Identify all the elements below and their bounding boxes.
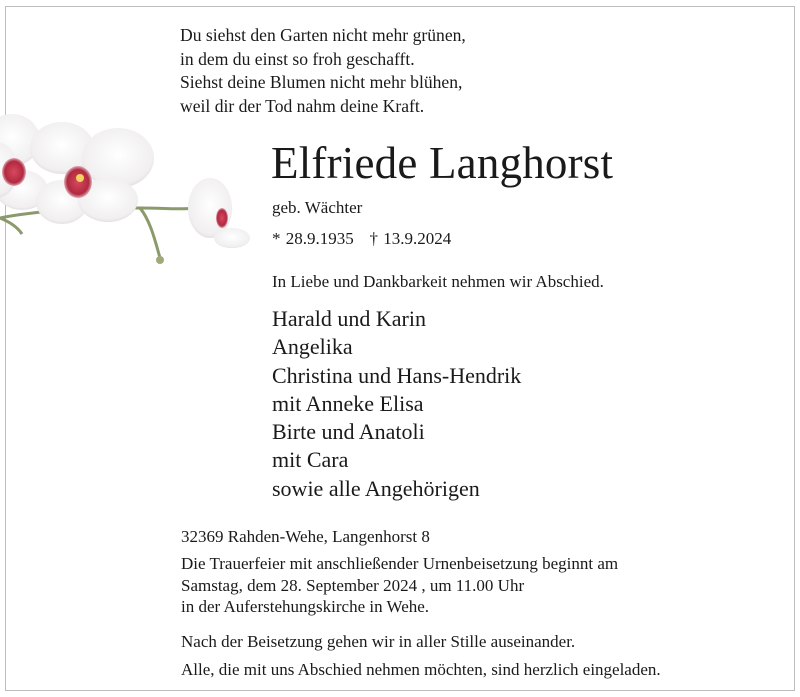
family-member: sowie alle Angehörigen — [272, 475, 480, 501]
family-list — [272, 305, 521, 503]
family-member: Christina und Hans-Hendrik — [272, 362, 522, 388]
poem-line: in dem du einst so froh geschafft. — [180, 48, 415, 69]
service-line: Samstag, dem 28. September 2024 , um 11.00 Uhr — [181, 575, 525, 595]
invitation-note: Alle, die mit uns Abschied nehmen möchten, sind herzlich eingeladen. — [181, 660, 661, 679]
deceased-name: Elfriede Langhorst — [271, 138, 614, 188]
family-member: mit Anneke Elisa — [272, 390, 424, 416]
maiden-name: geb. Wächter — [272, 198, 363, 217]
family-member: Angelika — [272, 334, 353, 360]
life-dates — [272, 228, 451, 250]
poem — [180, 24, 466, 118]
farewell-text: In Liebe und Dankbarkeit nehmen wir Abschied. — [272, 272, 604, 291]
death-date: † 13.9.2024 — [369, 229, 452, 248]
poem-line: Du siehst den Garten nicht mehr grünen, — [180, 25, 466, 45]
service-info — [181, 553, 618, 618]
service-line: Die Trauerfeier mit anschließender Urnenbeisetzung beginnt am — [181, 554, 619, 573]
service-line: in der Auferstehungskirche in Wehe. — [181, 597, 430, 617]
poem-line: weil dir der Tod nahm deine Kraft. — [180, 95, 425, 116]
birth-date: * 28.9.1935 — [272, 229, 354, 248]
family-address: 32369 Rahden-Wehe, Langenhorst 8 — [181, 527, 430, 546]
family-member: Harald und Karin — [272, 306, 426, 331]
after-burial-note: Nach der Beisetzung gehen wir in aller Stille auseinander. — [181, 632, 576, 651]
family-member: Birte und Anatoli — [272, 419, 425, 445]
family-member: mit Cara — [272, 447, 349, 473]
white-orchid-icon — [0, 100, 250, 270]
poem-line: Siehst deine Blumen nicht mehr blühen, — [180, 72, 463, 92]
